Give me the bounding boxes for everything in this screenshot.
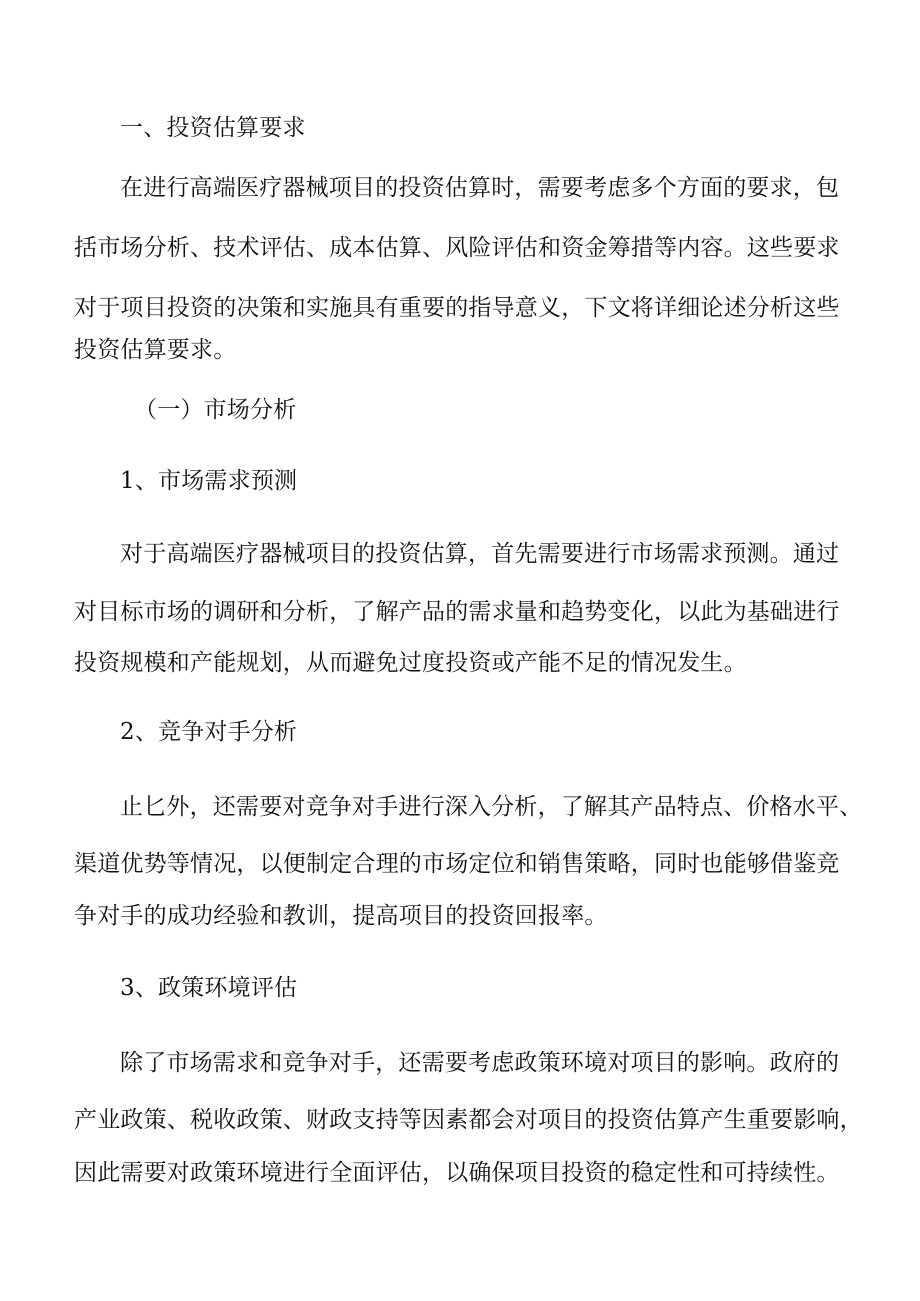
subsection-title-policy-environment: 3、政策环境评估 [120,975,298,1001]
paragraph-line: 争对手的成功经验和教训，提高项目的投资回报率。 [74,903,608,929]
subsection-title-demand-forecast: 1、市场需求预测 [120,468,298,494]
section-title-market-analysis: （一）市场分析 [134,397,297,423]
paragraph-line: 对于高端医疗器械项目的投资估算，首先需要进行市场需求预测。通过 [120,541,840,567]
paragraph-line: 止匕外，还需要对竞争对手进行深入分析，了解其产品特点、价格水平、 [120,794,863,820]
paragraph-line: 括市场分析、技术评估、成本估算、风险评估和资金筹措等内容。这些要求 [74,235,840,261]
paragraph-line: 对目标市场的调研和分析，了解产品的需求量和趋势变化，以此为基础进行 [74,599,840,625]
paragraph-line: 投资规模和产能规划，从而避免过度投资或产能不足的情况发生。 [74,650,747,676]
paragraph-line: 投资估算要求。 [74,337,237,363]
paragraph-line: 产业政策、税收政策、财政支持等因素都会对项目的投资估算产生重要影响， [74,1107,863,1133]
paragraph-line: 渠道优势等情况，以便制定合理的市场定位和销售策略，同时也能够借鉴竞 [74,851,840,877]
paragraph-line: 因此需要对政策环境进行全面评估，以确保项目投资的稳定性和可持续性。 [74,1160,840,1186]
paragraph-line: 在进行高端医疗器械项目的投资估算时，需要考虑多个方面的要求，包 [120,175,840,201]
subsection-title-competitor-analysis: 2、竞争对手分析 [120,719,298,745]
paragraph-line: 除了市场需求和竞争对手，还需要考虑政策环境对项目的影响。政府的 [120,1050,840,1076]
heading-investment-estimation-requirements: 一、投资估算要求 [120,115,306,141]
paragraph-line: 对于项目投资的决策和实施具有重要的指导意义，下文将详细论述分析这些 [74,295,840,321]
